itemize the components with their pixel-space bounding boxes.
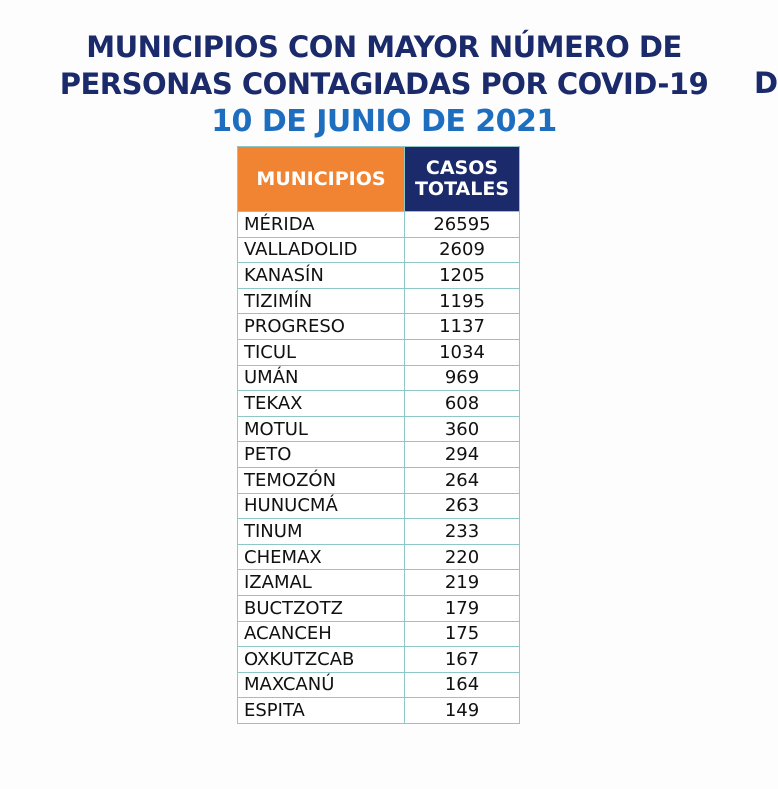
casos-cell: 264 <box>405 467 520 493</box>
municipio-cell: TIZIMÍN <box>238 288 405 314</box>
municipio-cell: TINUM <box>238 519 405 545</box>
municipio-cell: MÉRIDA <box>238 212 405 238</box>
table-row <box>238 672 520 698</box>
municipio-cell: PROGRESO <box>238 314 405 340</box>
municipio-cell: UMÁN <box>238 365 405 391</box>
table-row <box>238 237 520 263</box>
table-row <box>238 570 520 596</box>
municipio-cell: VALLADOLID <box>238 237 405 263</box>
table-row <box>238 544 520 570</box>
table-row <box>238 416 520 442</box>
table-row <box>238 493 520 519</box>
table-row <box>238 595 520 621</box>
casos-cell: 2609 <box>405 237 520 263</box>
table-row <box>238 314 520 340</box>
casos-cell: 164 <box>405 672 520 698</box>
column-header-casos: CASOS <box>425 157 499 179</box>
cases-table <box>237 146 520 724</box>
municipio-cell: PETO <box>238 442 405 468</box>
report-date: 10 DE JUNIO DE 2021 <box>211 104 557 139</box>
cropped-edge-text: D <box>754 66 778 100</box>
table-row <box>238 519 520 545</box>
municipio-cell: OXKUTZCAB <box>238 647 405 673</box>
table-body <box>238 212 520 724</box>
column-header-totales: TOTALES <box>414 178 510 200</box>
casos-cell: 175 <box>405 621 520 647</box>
municipio-cell: CHEMAX <box>238 544 405 570</box>
column-header-municipios: MUNICIPIOS <box>238 147 405 212</box>
table-row <box>238 467 520 493</box>
table-row <box>238 365 520 391</box>
casos-cell: 1034 <box>405 339 520 365</box>
municipio-cell: TEKAX <box>238 391 405 417</box>
casos-cell: 26595 <box>405 212 520 238</box>
casos-cell: 969 <box>405 365 520 391</box>
casos-cell: 608 <box>405 391 520 417</box>
casos-cell: 233 <box>405 519 520 545</box>
casos-cell: 149 <box>405 698 520 724</box>
casos-cell: 179 <box>405 595 520 621</box>
table-row <box>238 647 520 673</box>
table-row <box>238 339 520 365</box>
table-row <box>238 212 520 238</box>
table-row <box>238 442 520 468</box>
municipio-cell: HUNUCMÁ <box>238 493 405 519</box>
casos-cell: 167 <box>405 647 520 673</box>
municipio-cell: ESPITA <box>238 698 405 724</box>
casos-cell: 1195 <box>405 288 520 314</box>
column-header-casos-totales <box>405 147 520 212</box>
table-row <box>238 621 520 647</box>
municipio-cell: TEMOZÓN <box>238 467 405 493</box>
casos-cell: 220 <box>405 544 520 570</box>
table-header-row <box>238 147 520 212</box>
casos-cell: 360 <box>405 416 520 442</box>
casos-cell: 263 <box>405 493 520 519</box>
casos-cell: 219 <box>405 570 520 596</box>
table-row <box>238 391 520 417</box>
table-row <box>238 263 520 289</box>
municipio-cell: MAXCANÚ <box>238 672 405 698</box>
casos-cell: 294 <box>405 442 520 468</box>
title-line-2: PERSONAS CONTAGIADAS POR COVID-19 <box>59 67 709 101</box>
municipio-cell: MOTUL <box>238 416 405 442</box>
casos-cell: 1205 <box>405 263 520 289</box>
title-line-1: MUNICIPIOS CON MAYOR NÚMERO DE <box>86 30 682 64</box>
municipio-cell: KANASÍN <box>238 263 405 289</box>
municipio-cell: ACANCEH <box>238 621 405 647</box>
casos-cell: 1137 <box>405 314 520 340</box>
municipio-cell: IZAMAL <box>238 570 405 596</box>
municipio-cell: BUCTZOTZ <box>238 595 405 621</box>
table-row <box>238 698 520 724</box>
table-row <box>238 288 520 314</box>
municipio-cell: TICUL <box>238 339 405 365</box>
